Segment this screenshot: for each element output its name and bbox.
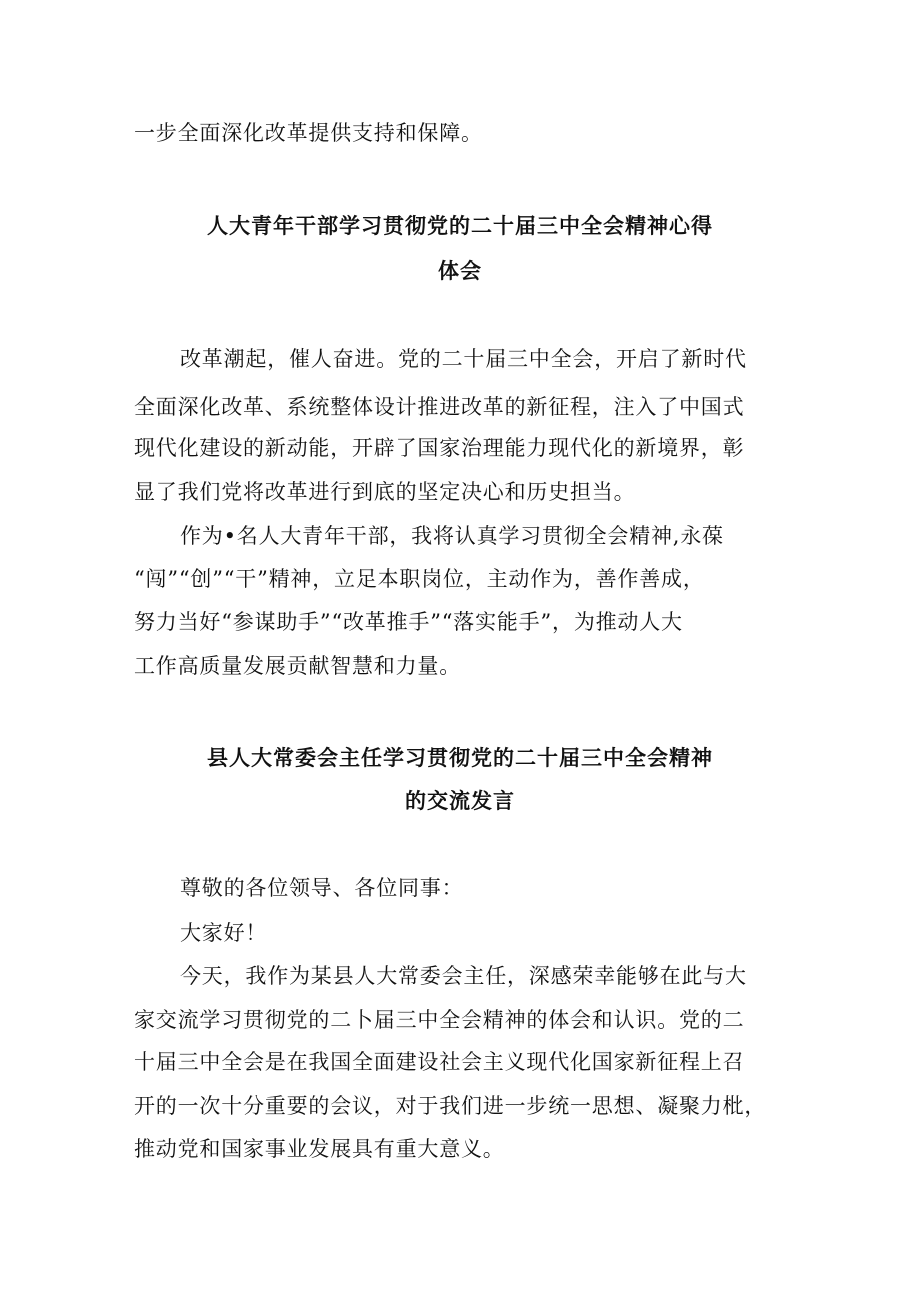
section2-para1-line: 开的一次十分重要的会议，对于我们进一步统一思想、凝聚力枇， [134, 1094, 767, 1118]
section2-para1-line: 推动党和国家事业发展具有重大意义。 [134, 1137, 505, 1161]
section1-para1-line: 现代化建设的新动能，开辟了国家治理能力现代化的新境界，彰 [134, 436, 745, 460]
section2-para1-line: 十届三中全会是在我国全面建设社会主义现代化国家新征程上召 [134, 1050, 745, 1074]
section1-para2-line: 作为•名人大青年干部，我将认真学习贯彻全会精神,永葆 [180, 524, 724, 548]
section2-title-line2: 的交流发言 [405, 788, 515, 813]
section1-para2-line: “闯”“创”“干”精神，立足本职岗位，主动作为，善作善成， [134, 567, 705, 591]
section2-title-line1: 县人大常委会主任学习贯彻党的二十届三中全会精神 [207, 745, 713, 770]
section2-para1-line: 家交流学习贯彻党的二卜届三中全会精神的体会和认识。党的二 [134, 1008, 745, 1032]
greeting: 大家好！ [180, 921, 268, 945]
section2-para1-line: 今天，我作为某县人大常委会主任，深感荣幸能够在此与大 [180, 964, 747, 988]
intro-line: 一步全面深化改革提供支持和保障。 [134, 121, 483, 145]
section1-para1-line: 改革潮起，催人奋进。党的二十届三中全会，开启了新时代 [180, 347, 747, 371]
section1-para1-line: 显了我们党将改革进行到底的坚定决心和历史担当。 [134, 480, 636, 504]
section1-title-line1: 人大青年干部学习贯彻党的二十届三中全会精神心得 [207, 213, 713, 238]
section1-para2-line: 工作高质量发展贡献智慧和力量。 [134, 654, 461, 678]
section1-title-line2: 体会 [438, 258, 482, 283]
salutation: 尊敬的各位领导、各位同事： [180, 876, 464, 900]
section1-para2-line: 努力当好“参谋助手”“改革推手”“落实能手”，为推动人大 [134, 610, 683, 634]
section1-para1-line: 全面深化改革、系统整体设计推进改革的新征程，注入了中国式 [134, 395, 745, 419]
